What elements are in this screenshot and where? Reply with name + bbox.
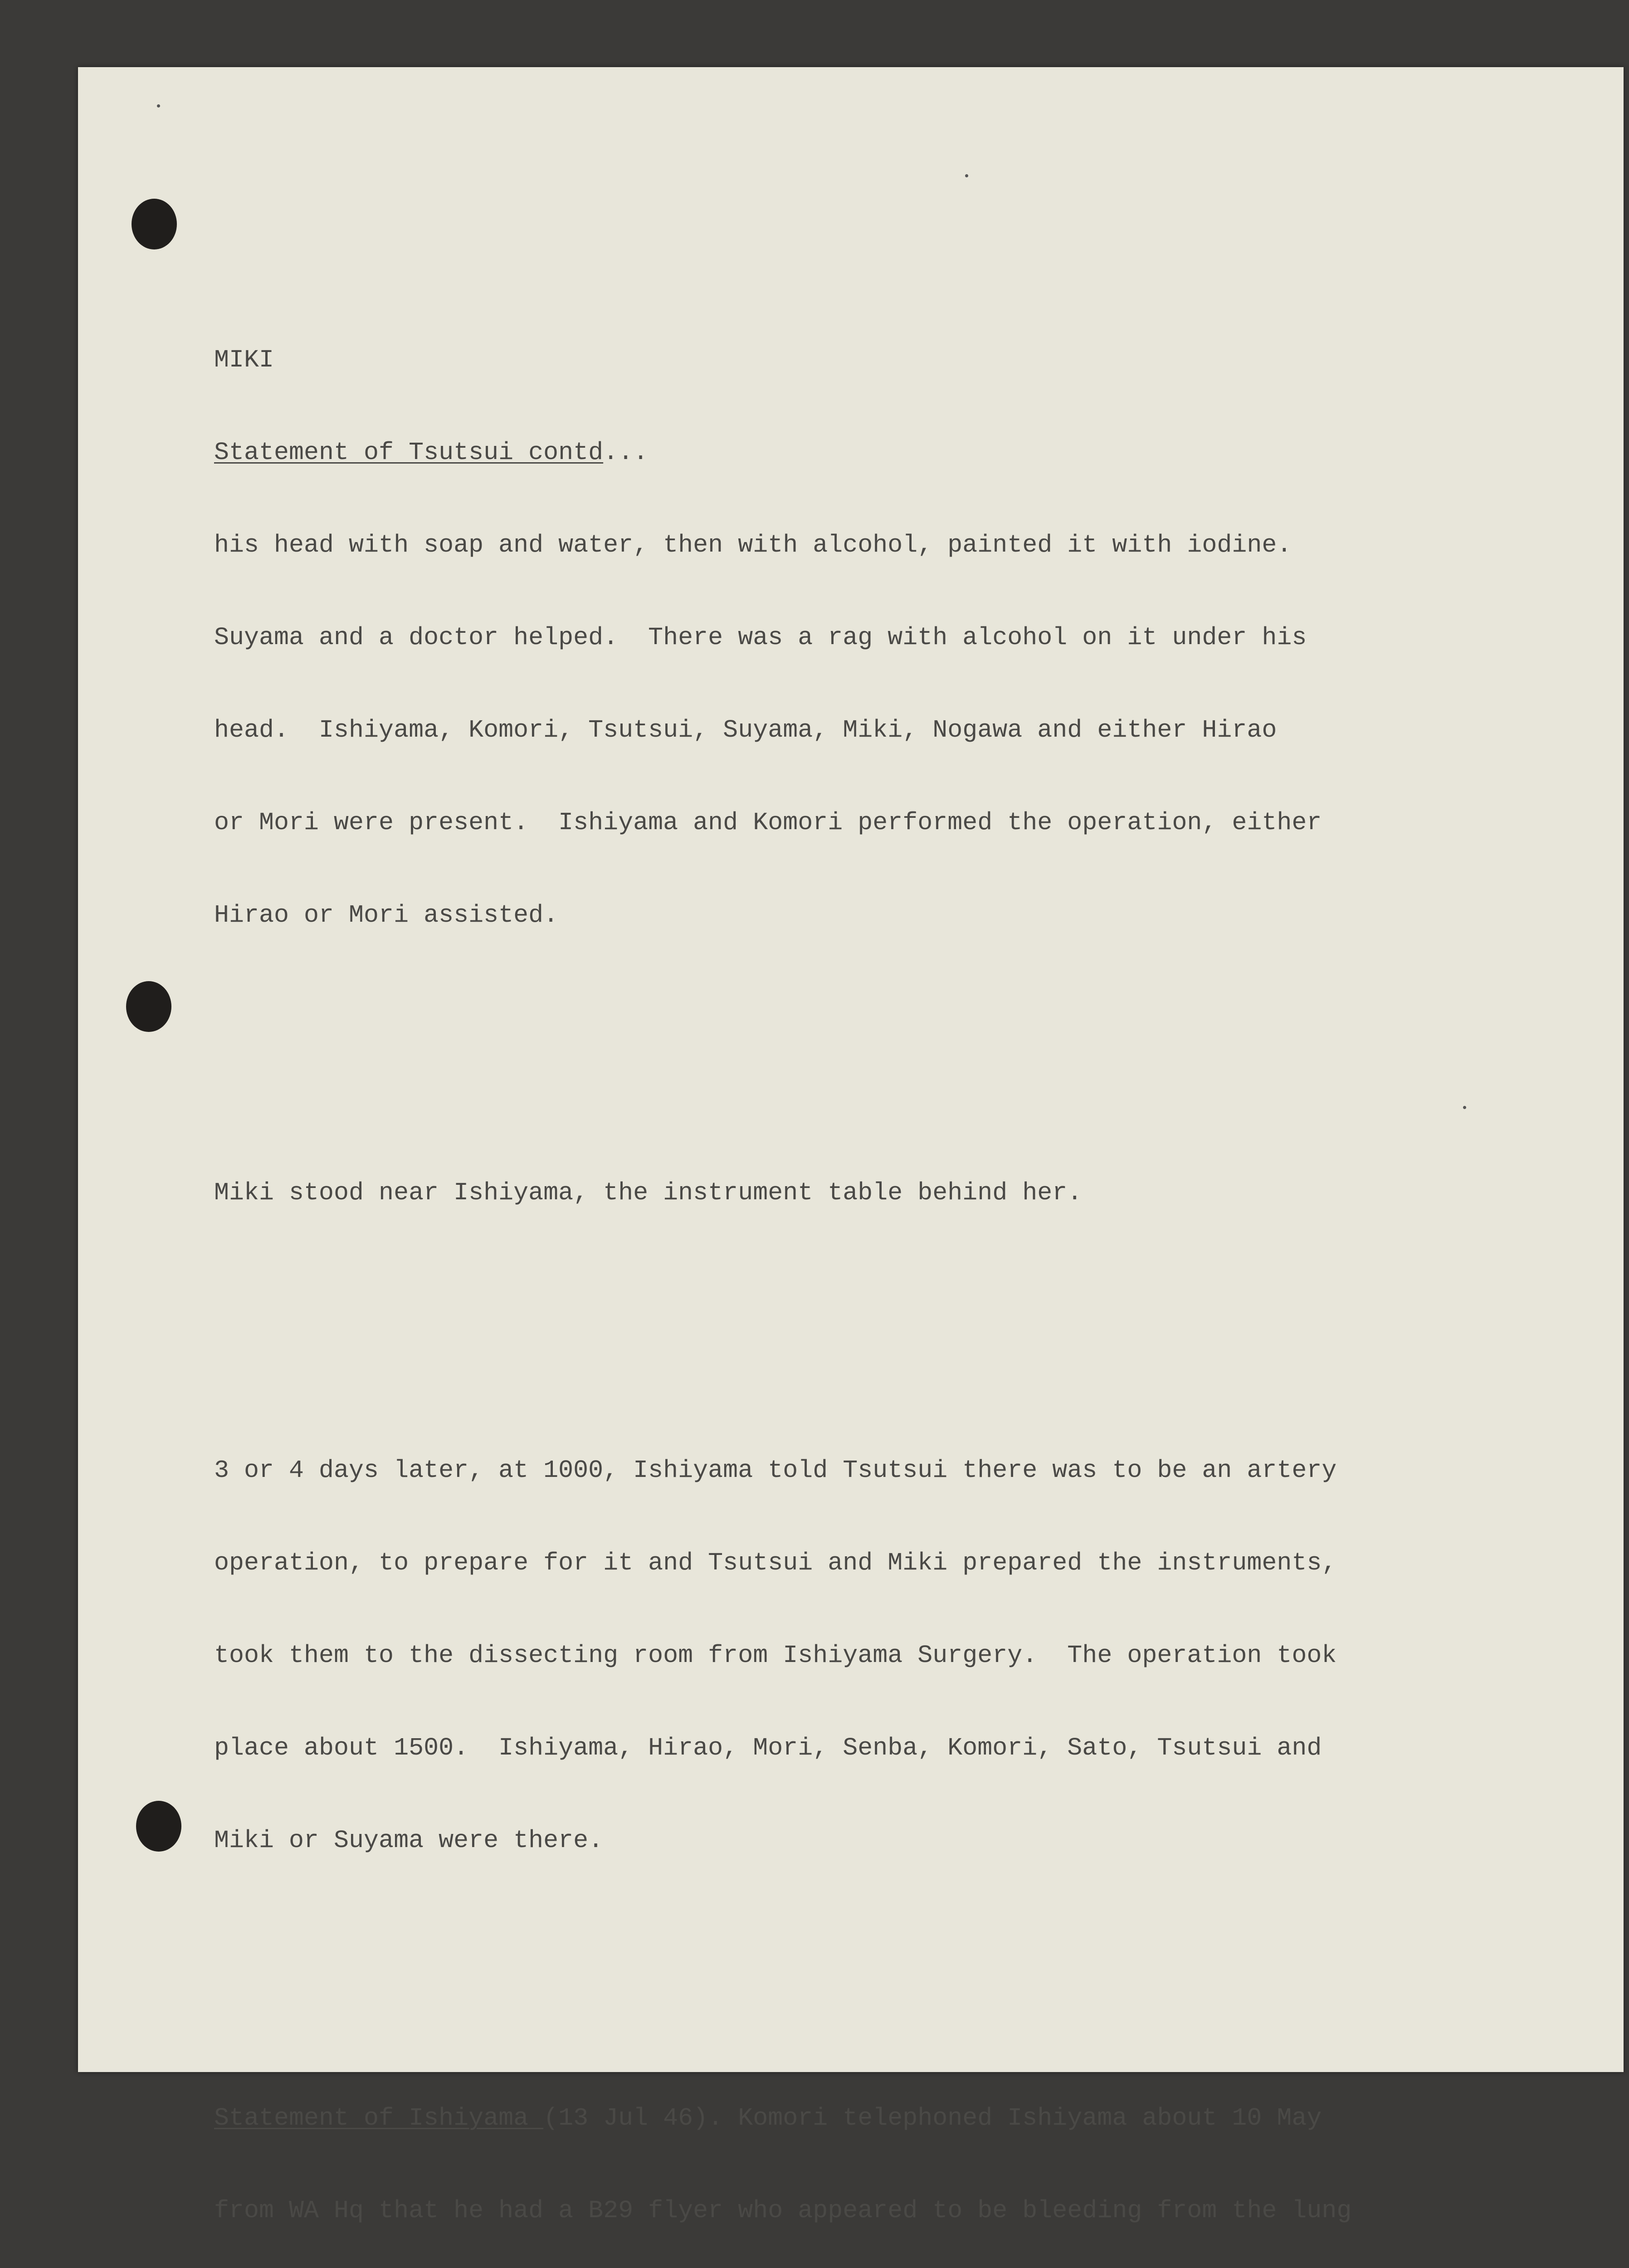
paragraph: [214, 1116, 1529, 1270]
text-line: head. Ishiyama, Komori, Tsutsui, Suyama, Miki, Nogawa and either Hirao: [214, 716, 1277, 744]
text-line: Suyama and a doctor helped. There was a rag with alcohol on it under his: [214, 623, 1307, 652]
document-page: [78, 67, 1624, 2225]
punch-hole-middle: [126, 981, 171, 1032]
heading-suffix: ...: [603, 438, 649, 467]
text-line: Hirao or Mori assisted.: [214, 901, 559, 929]
paragraph-heading-line: [214, 437, 1529, 468]
text-line: or Mori were present. Ishiyama and Komori performed the operation, either: [214, 808, 1322, 837]
heading-rest: (13 Jul 46). Komori telephoned Ishiyama about 10 May: [543, 2104, 1322, 2132]
paper-speck: [965, 174, 968, 177]
paper-speck: [157, 104, 160, 108]
paragraph-heading: Statement of Tsutsui contd: [214, 438, 604, 467]
paragraph: [214, 1393, 1529, 1918]
punch-hole-top: [132, 199, 177, 249]
paragraph-heading: Statement of Ishiyama: [214, 2104, 544, 2132]
text-line: his head with soap and water, then with alcohol, painted it with iodine.: [214, 531, 1292, 559]
text-line: from WA Hq that he had a B29 flyer who appeared to be bleeding from the lung: [214, 2196, 1352, 2225]
typed-text: [214, 221, 1529, 2268]
document-header-block: [214, 283, 1529, 992]
text-line: place about 1500. Ishiyama, Hirao, Mori, Senba, Komori, Sato, Tsutsui and: [214, 1734, 1322, 1762]
document-header: MIKI: [214, 346, 274, 374]
punch-hole-bottom: [136, 1801, 181, 1852]
text-line: Miki or Suyama were there.: [214, 1826, 604, 1855]
text-line: 3 or 4 days later, at 1000, Ishiyama told Tsutsui there was to be an artery: [214, 1456, 1337, 1485]
text-line: operation, to prepare for it and Tsutsui and Miki prepared the instruments,: [214, 1549, 1337, 1577]
text-line: [214, 2103, 1529, 2134]
text-line: took them to the dissecting room from Ishiyama Surgery. The operation took: [214, 1641, 1337, 1670]
paragraph: [214, 2041, 1529, 2268]
text-line: Miki stood near Ishiyama, the instrument table behind her.: [214, 1178, 1083, 1207]
